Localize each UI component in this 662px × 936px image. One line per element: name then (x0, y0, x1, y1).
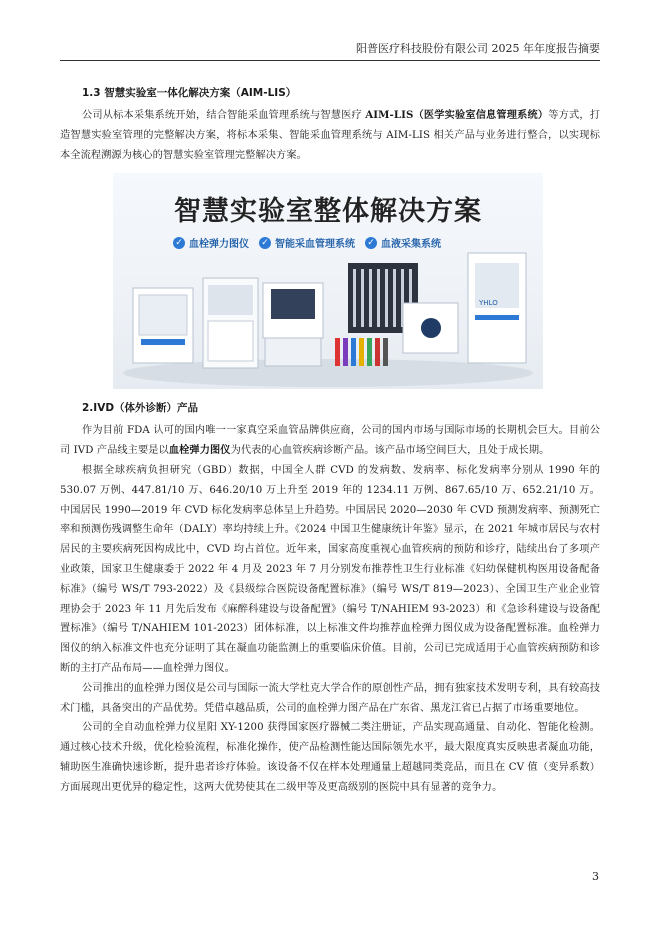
figure-title: 智慧实验室整体解决方案 (174, 196, 482, 228)
figure-tag-label: 血栓弹力图仪 (189, 239, 249, 251)
solution-figure (113, 173, 543, 389)
text-run: 等方式，打造智慧实验室管理的完整解决方案，将标本采集、智能采血管理系统与 AIM-LIS 相关产品与业务进行整合，以实现标本全流程溯源为核心的智慧实验室管理完整解决方案。 (60, 110, 600, 161)
figure-tag-label: 血液采集系统 (381, 239, 441, 251)
paragraph-aim-lis (60, 106, 600, 165)
text-run: 作为目前 FDA 认可的国内唯一一家真空采血管品牌供应商，公司的国内市场与国际市场的长期机会巨大。目前公司 IVD 产品线主要是以 (60, 425, 600, 457)
section-heading-1-3: 1.3 智慧实验室一体化解决方案（AIM-LIS） (82, 87, 297, 99)
figure-tag-label: 智能采血管理系统 (275, 239, 355, 251)
paragraph-xy1200: 公司的全自动血栓弹力仪星阳 XY-1200 获得国家医疗器械二类注册证，产品实现高通量、自动化、智能化检测。通过核心技术升级，优化检验流程，标准化操作，使产品检测性能达国际领先水平，最大限度真实反映患者凝血功能，辅助医生准确快速诊断，提升患者诊疗体验。该设备不仅在样本处理通量上超越同类竞品，而且在 CV 值（变异系数）方面展现出更优异的稳定性，这两大优势使其在二级甲等及更高级别的医院中具有显著的竞争力。 (60, 722, 600, 793)
page-number: 3 (592, 870, 599, 883)
header-divider (60, 60, 600, 61)
text-run: 公司从标本采集系统开始，结合智能采血管理系统与智慧医疗 (82, 110, 366, 121)
report-header: 阳普医疗科技股份有限公司 2025 年年度报告摘要 (356, 42, 600, 55)
bold-teg: 血栓弹力图仪 (168, 444, 231, 457)
page-content (60, 84, 600, 798)
section-heading-ivd: 2.IVD（体外诊断）产品 (82, 402, 199, 415)
paragraph-teg-product: 公司推出的血栓弹力图仪是公司与国际一流大学杜克大学合作的原创性产品，拥有独家技术发明专利，具有较高技术门槛，具备突出的产品优势。凭借卓越品质，公司的血栓弹力图产品在广东省、黑龙江省已占据了市场重要地位。 (60, 682, 600, 714)
check-icon: ✓ (173, 237, 185, 249)
paragraph-ivd-intro (60, 421, 600, 461)
equipment-illustration (113, 173, 543, 389)
equipment-logo: YHLO (479, 299, 498, 308)
check-icon: ✓ (259, 237, 271, 249)
bold-aim-lis: AIM-LIS（医学实验室信息管理系统） (365, 109, 549, 121)
paragraph-gbd: 根据全球疾病负担研究（GBD）数据，中国全人群 CVD 的发病数、发病率、标化发病率分别从 1990 年的 530.07 万例、447.81/10 万、646.20/10 万上升至 2019 年的 1234.11 万例、867.65/10 万、652.21/10 万。中国居民 1990—2019 年 CVD 标化发病率总体呈上升趋势。中国居民 2020—2030 年 CVD 预测发病率、预测死亡率和预测伤残调整生命年（DALY）率均持续上升。《2024 中国卫生健康统计年鉴》显示，在 2021 年城市居民与农村居民的主要疾病死因构成比中，CVD 均占首位。近年来，国家高度重视心血管疾病的预防和诊疗，陆续出台了多项产业政策，国家卫生健康委于 2022 年 4 月及 2023 年 7 月分别发布推荐性卫生行业标准《妇幼保健机构医用设备配备标准》（编号 WS/T 793-2022）及《县级综合医院设备配置标准》（编号 WS/T 819—2023）、全国卫生产业企业管理协会于 2023 年 11 月先后发布《麻醉科建设与设备配置》（编号 T/NAHIEM 93-2023）和《急诊科建设与设备配置标准》（编号 T/NAHIEM 101-2023）团体标准，以上标准文件均推荐血栓弹力图仪成为设备配置标准。血栓弹力图仪的纳入标准文件也充分证明了其在凝血功能监测上的重要临床价值。目前，公司已完成适用于心血管疾病预防和诊断的主打产品布局——血栓弹力图仪。 (60, 464, 600, 674)
check-icon: ✓ (365, 237, 377, 249)
text-run: 为代表的心血管疾病诊断产品。该产品市场空间巨大，且处于成长期。 (230, 445, 550, 457)
